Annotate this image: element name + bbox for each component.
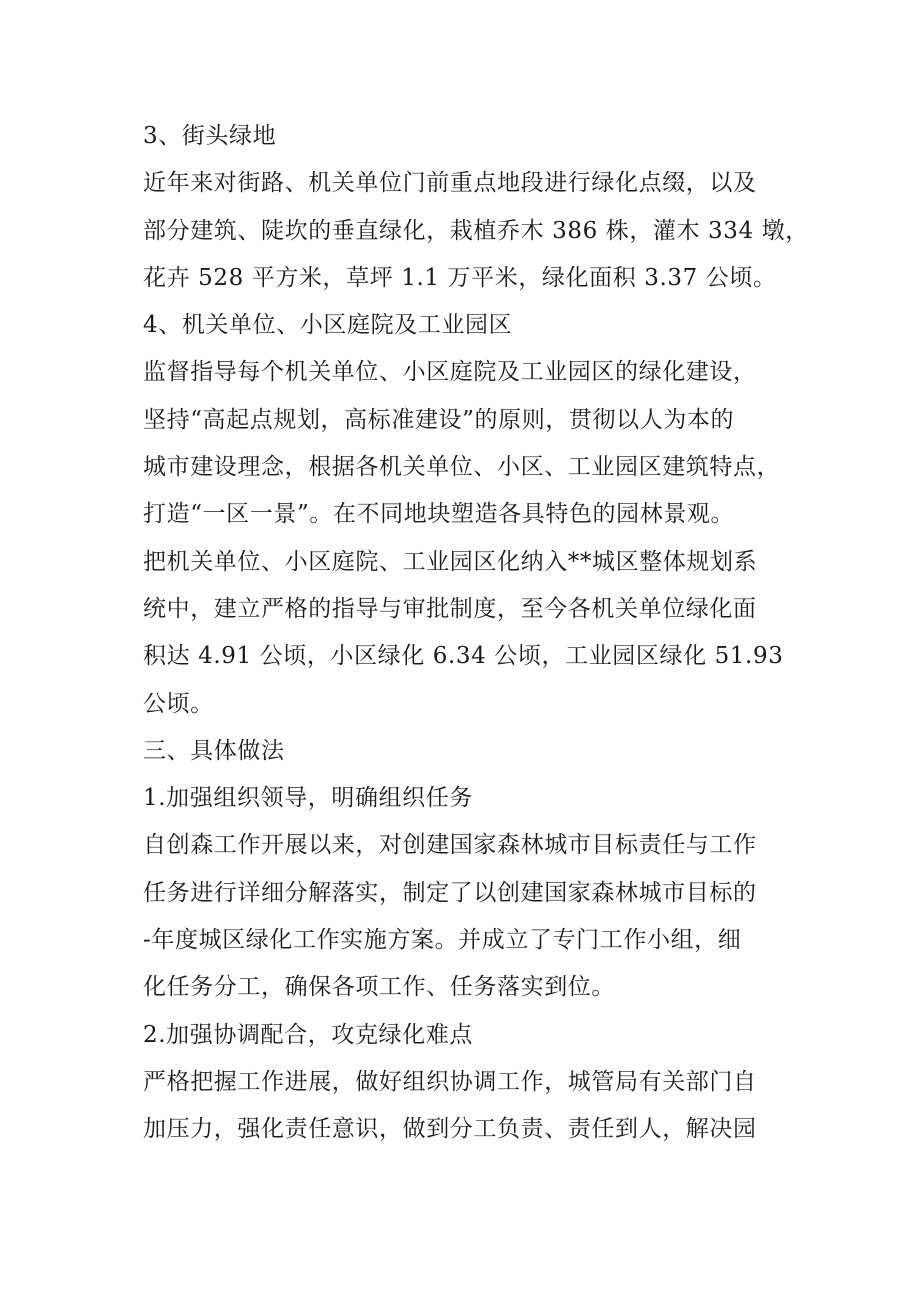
paragraph-line: 把机关单位、小区庭院、工业园区化纳入**城区整体规划系 xyxy=(143,548,758,575)
paragraph-line: 加压力，强化责任意识，做到分工负责、责任到人，解决园 xyxy=(143,1116,757,1143)
section-heading-institutions: 4、机关单位、小区庭院及工业园区 xyxy=(143,312,513,339)
paragraph-line: 部分建筑、陡坎的垂直绿化，栽植乔木 386 株，灌木 334 墩， xyxy=(143,217,809,244)
subsection-heading-leadership: 1.加强组织领导，明确组织任务 xyxy=(143,785,473,812)
paragraph-line: 化任务分工，确保各项工作、任务落实到位。 xyxy=(143,974,615,1001)
paragraph-line: 花卉 528 平方米，草坪 1.1 万平米，绿化面积 3.37 公顷。 xyxy=(143,264,777,291)
paragraph-line: 自创森工作开展以来，对创建国家森林城市目标责任与工作 xyxy=(143,832,757,859)
paragraph-line: 公顷。 xyxy=(143,690,214,717)
paragraph-line: 监督指导每个机关单位、小区庭院及工业园区的绿化建设， xyxy=(143,359,757,386)
section-heading-street-greenland: 3、街头绿地 xyxy=(143,123,277,149)
paragraph-line: 任务进行详细分解落实，制定了以创建国家森林城市目标的 xyxy=(143,879,757,906)
paragraph-line: 近年来对街路、机关单位门前重点地段进行绿化点缀，以及 xyxy=(143,170,757,197)
paragraph-line: 城市建设理念，根据各机关单位、小区、工业园区建筑特点， xyxy=(143,454,781,481)
paragraph-line: 打造“一区一景”。在不同地块塑造各具特色的园林景观。 xyxy=(143,501,735,528)
section-heading-methods: 三、具体做法 xyxy=(143,737,285,764)
paragraph-line: 统中，建立严格的指导与审批制度，至今各机关单位绿化面 xyxy=(143,595,757,622)
paragraph-line: 积达 4.91 公顷，小区绿化 6.34 公顷，工业园区绿化 51.93 xyxy=(143,643,784,670)
paragraph-line: 严格把握工作进展，做好组织协调工作，城管局有关部门自 xyxy=(143,1068,757,1095)
paragraph-line: 坚持“高起点规划，高标准建设”的原则，贯彻以人为本的 xyxy=(143,406,735,433)
subsection-heading-coordination: 2.加强协调配合，攻克绿化难点 xyxy=(143,1021,473,1048)
document-body xyxy=(143,113,809,1154)
paragraph-line: -年度城区绿化工作实施方案。并成立了专门工作小组，细 xyxy=(143,927,742,954)
